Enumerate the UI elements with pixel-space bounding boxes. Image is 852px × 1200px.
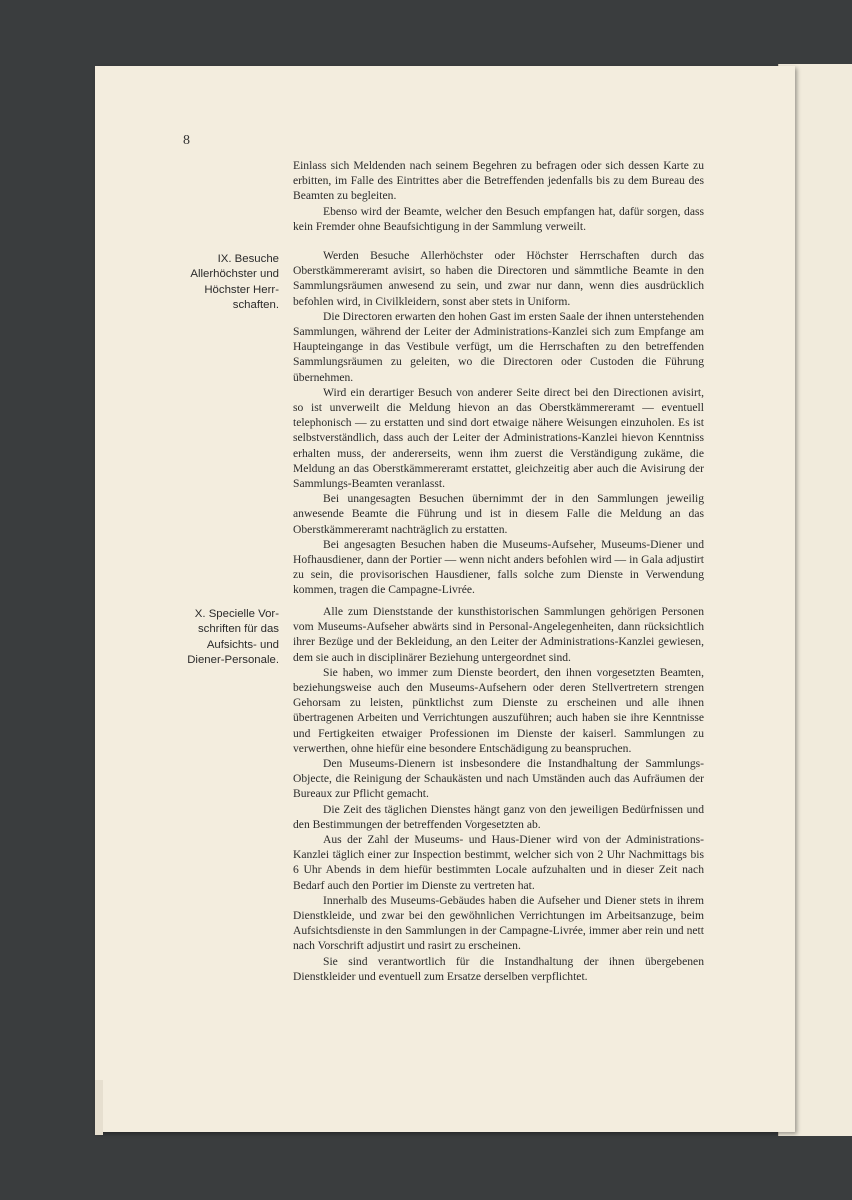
- page-edge: [95, 1080, 103, 1135]
- section-10-paragraph: Alle zum Dienststande der kunsthistorischen Sammlungen gehörigen Personen vom Museums-Aufseher abwärts sind in Personal-Angelegenheiten, dann rücksichtlich ihrer Bezüge und der Bekleidung, an den Leiter der Administrations-Kanzlei gewiesen, dem sie auch in disciplinärer Beziehung untergeordnet sind.: [293, 605, 704, 664]
- section-10-text: [293, 604, 704, 984]
- section-9-paragraph: Die Directoren erwarten den hohen Gast im ersten Saale der ihnen unterstehenden Sammlungen, während der Leiter der Administrations-Kanzlei sich zum Empfange am Haupteingange in das Vestibule verfügt, um die Herrschaften zu den betreffenden Sammlungsräumen zu geleiten, wo die Directoren oder Custoden die Führung übernehmen.: [293, 309, 704, 384]
- section-10-paragraph: Sie haben, wo immer zum Dienste beordert, den ihnen vorgesetzten Beamten, beziehungsweise auch den Museums-Aufsehern oder deren Stellvertretern strengen Gehorsam zu leisten, pünktlichst zum Dienste zu erscheinen und alle ihnen übertragenen Arbeiten und Verrichtungen auszuführen; auch haben sie ihre Kenntnisse und Fertigkeiten etwaiger Professionen im Dienste der kaiserl. Sammlungen zu verwerthen, ohne hiefür eine besondere Entschädigung zu beanspruchen.: [293, 665, 704, 755]
- section-10-paragraph: Die Zeit des täglichen Dienstes hängt ganz von den jeweiligen Bedürfnissen und den Bestimmungen der betreffenden Vorgesetzten ab.: [293, 802, 704, 831]
- intro-paragraph: Einlass sich Meldenden nach seinem Begehren zu befragen oder sich dessen Karte zu erbitten, im Falle des Eintrittes aber die Betreffenden jedenfalls bis zu dem Bureau des Beamten zu begleiten.: [293, 159, 704, 203]
- section-10-paragraph: Sie sind verantwortlich für die Instandhaltung der ihnen übergebenen Dienstkleider und eventuell zum Ersatze derselben verpflichtet.: [293, 954, 704, 983]
- section-9-text: [293, 248, 704, 598]
- intro-text: [293, 158, 704, 234]
- section-9-paragraph: Bei angesagten Besuchen haben die Museums-Aufseher, Museums-Diener und Hofhausdiener, dann der Portier — wenn nicht anders befohlen wird — in Gala adjustirt zu sein, die provisorischen Hausdiener, falls solche zum Dienste in Verwendung kommen, tragen die Campagne-Livrée.: [293, 537, 704, 597]
- section-9-paragraph: Bei unangesagten Besuchen übernimmt der in den Sammlungen jeweilig anwesende Beamte die Führung und ist in diesem Falle die Meldung an das Oberstkämmereramt nachträglich zu erstatten.: [293, 492, 704, 536]
- section-10-heading: X. Specielle Vor- schriften für das Aufsichts- und Diener-Personale.: [187, 608, 279, 667]
- section-9-paragraph: Wird ein derartiger Besuch von anderer Seite direct bei den Directionen avisirt, so ist unverweilt die Meldung hievon an das Oberstkämmereramt — eventuell telephonisch — zu erstatten und sind dort etwaige nähere Weisungen einzuholen. Es ist selbstverständlich, dass auch der Leiter der Administrations-Kanzlei hievon Kenntniss erhalten muss, der andererseits, wenn ihm zuerst die Verständigung zukäme, die Meldung an das Oberstkämmereramt erstattet, gleichzeitig aber auch die Avisirung der Sammlungs-Beamten veranlasst.: [293, 385, 704, 491]
- section-10-paragraph: Innerhalb des Museums-Gebäudes haben die Aufseher und Diener stets in ihrem Dienstkleide, und zwar bei den gewöhnlichen Verrichtungen im Arbeitsanzuge, beim Aufsichtsdienste in den Sammlungen in der Campagne-Livrée, immer aber rein und nett nach Vorschrift adjustirt und rasirt zu erscheinen.: [293, 893, 704, 953]
- section-10-paragraph: Den Museums-Dienern ist insbesondere die Instandhaltung der Sammlungs-Objecte, die Reinigung der Schaukästen und nach Umständen auch das Aufräumen der Bureaux zur Pflicht gemacht.: [293, 757, 704, 801]
- section-9-heading: IX. Besuche Allerhöchster und Höchster Herr- schaften.: [190, 253, 279, 312]
- page-number: 8: [183, 133, 190, 148]
- intro-paragraph: Ebenso wird der Beamte, welcher den Besuch empfangen hat, dafür sorgen, dass kein Fremder ohne Beaufsichtigung in der Sammlung verweilt.: [293, 204, 704, 233]
- section-9-paragraph: Werden Besuche Allerhöchster oder Höchster Herrschaften durch das Oberstkämmereramt avisirt, so haben die Directoren und sämmtliche Beamte in den Sammlungsräumen anwesend zu sein, und zwar nur dann, wenn dies ausdrücklich befohlen wird, in Civilkleidern, sonst aber stets in Uniform.: [293, 249, 704, 308]
- section-10-paragraph: Aus der Zahl der Museums- und Haus-Diener wird von der Administrations-Kanzlei täglich einer zur Inspection bestimmt, welcher sich von 2 Uhr Nachmittags bis 6 Uhr Abends in dem hiefür bestimmten Locale aufzuhalten und in dieser Zeit nach Bedarf auch den Portier im Dienste zu vertreten hat.: [293, 833, 704, 892]
